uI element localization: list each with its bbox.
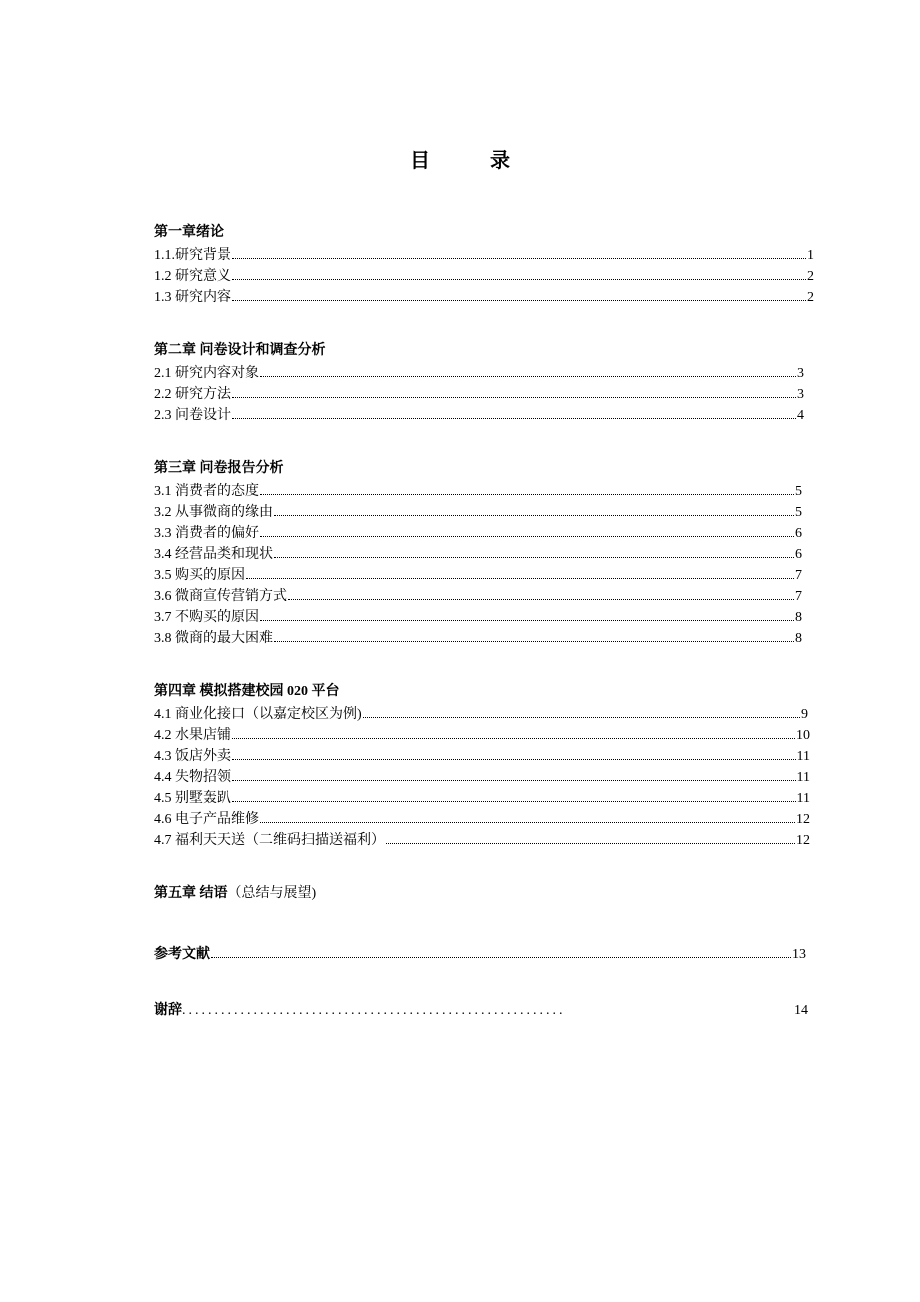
toc-entry-label: 2.2 研究方法 <box>154 387 231 402</box>
toc-entry-label: 4.4 失物招领 <box>154 770 231 785</box>
toc-entry[interactable] <box>154 723 810 744</box>
chapter-heading <box>154 458 814 479</box>
dot-leader <box>232 382 796 398</box>
toc-entry-label: 1.2 研究意义 <box>154 269 231 284</box>
toc-entry-label: 4.7 福利天天送（二维码扫描送福利） <box>154 833 385 848</box>
dot-leader <box>274 626 794 642</box>
toc-entry-page: 7 <box>795 589 802 604</box>
chapter-3 <box>154 458 814 647</box>
chapter-1 <box>154 222 814 306</box>
toc-entry-page: 10 <box>796 728 810 743</box>
toc-entry-label: 3.3 消费者的偏好 <box>154 526 259 541</box>
chapter-heading <box>154 222 814 243</box>
dot-leader <box>232 786 796 802</box>
dot-leader <box>232 403 796 419</box>
toc-entry-page: 6 <box>795 547 802 562</box>
toc-entry[interactable] <box>154 521 802 542</box>
toc-entry-page: 11 <box>796 749 810 764</box>
chapter-subtitle: （总结与展望) <box>227 886 317 901</box>
toc-entry[interactable] <box>154 479 802 500</box>
dot-leader <box>232 723 795 739</box>
toc-entry-label: 3.5 购买的原因 <box>154 568 245 583</box>
chapter-4 <box>154 681 814 849</box>
dot-leader <box>363 702 800 718</box>
dot-leader <box>288 584 794 600</box>
toc-entry[interactable] <box>154 626 802 647</box>
toc-entry-page: 5 <box>795 484 802 499</box>
chapter-heading <box>154 340 814 361</box>
toc-entry-page: 3 <box>797 387 804 402</box>
toc-entry-label: 4.6 电子产品维修 <box>154 812 259 827</box>
chapter-title: 第四章 模拟搭建校园 020 平台 <box>154 684 340 699</box>
chapter-title: 第三章 问卷报告分析 <box>154 461 284 476</box>
table-of-contents <box>154 222 814 1021</box>
toc-entry[interactable] <box>154 584 802 605</box>
toc-entry-page: 3 <box>797 366 804 381</box>
toc-entry-page: 2 <box>807 290 814 305</box>
toc-entry-page: 12 <box>796 833 810 848</box>
toc-entry-label: 2.1 研究内容对象 <box>154 366 259 381</box>
toc-entry-label: 3.1 消费者的态度 <box>154 484 259 499</box>
chapter-heading <box>154 883 814 904</box>
toc-entry-page: 14 <box>794 1003 808 1018</box>
toc-entry-page: 1 <box>807 248 814 263</box>
dot-leader <box>260 521 794 537</box>
toc-entry[interactable] <box>154 243 814 264</box>
toc-entry[interactable] <box>154 563 802 584</box>
chapter-heading <box>154 681 814 702</box>
toc-entry-references[interactable] <box>154 942 806 963</box>
toc-entry-label: 3.8 微商的最大困难 <box>154 631 273 646</box>
toc-entry[interactable] <box>154 765 810 786</box>
toc-entry-label: 4.2 水果店铺 <box>154 728 231 743</box>
toc-entry[interactable] <box>154 828 810 849</box>
toc-entry-label: 2.3 问卷设计 <box>154 408 231 423</box>
toc-entry[interactable] <box>154 403 804 424</box>
dot-leader: ........................................................... <box>182 1003 566 1018</box>
toc-entry[interactable] <box>154 786 810 807</box>
dot-leader <box>274 542 794 558</box>
toc-entry-label: 参考文献 <box>154 947 210 962</box>
dot-leader <box>232 744 796 760</box>
dot-leader <box>260 361 796 377</box>
toc-entry[interactable] <box>154 361 804 382</box>
toc-entry-page: 7 <box>795 568 802 583</box>
toc-entry-page: 4 <box>797 408 804 423</box>
toc-entry-label: 1.3 研究内容 <box>154 290 231 305</box>
toc-entry-label: 3.7 不购买的原因 <box>154 610 259 625</box>
chapter-title: 第二章 问卷设计和调查分析 <box>154 343 326 358</box>
page-title: 目 录 <box>410 150 530 172</box>
dot-leader <box>246 563 794 579</box>
chapter-title: 第五章 结语 <box>154 886 228 901</box>
dot-leader <box>232 264 806 280</box>
dot-leader <box>232 243 806 259</box>
dot-leader <box>232 765 796 781</box>
toc-entry-page: 13 <box>792 947 806 962</box>
toc-entry-label: 谢辞 <box>154 1003 182 1018</box>
toc-entry-label: 4.5 别墅轰趴 <box>154 791 231 806</box>
toc-entry[interactable] <box>154 264 814 285</box>
dot-leader <box>260 605 794 621</box>
dot-leader <box>260 479 794 495</box>
toc-entry[interactable] <box>154 702 808 723</box>
toc-entry[interactable] <box>154 744 810 765</box>
toc-entry-page: 11 <box>796 770 810 785</box>
chapter-2 <box>154 340 814 424</box>
toc-entry-page: 8 <box>795 610 802 625</box>
chapter-title: 第一章绪论 <box>154 225 224 240</box>
dot-leader <box>232 285 806 301</box>
toc-entry-label: 3.2 从事微商的缘由 <box>154 505 273 520</box>
toc-entry[interactable] <box>154 807 810 828</box>
toc-entry-page: 11 <box>796 791 810 806</box>
toc-entry-label: 3.4 经营品类和现状 <box>154 547 273 562</box>
toc-entry[interactable] <box>154 500 802 521</box>
dot-leader <box>260 807 795 823</box>
dot-leader <box>211 942 791 958</box>
toc-entry-label: 4.1 商业化接口（以嘉定校区为例) <box>154 707 362 722</box>
toc-entry-label: 4.3 饭店外卖 <box>154 749 231 764</box>
toc-entry[interactable] <box>154 605 802 626</box>
toc-entry-acknowledgements[interactable] <box>154 1000 808 1021</box>
toc-entry[interactable] <box>154 285 814 306</box>
dot-leader <box>386 828 795 844</box>
chapter-5 <box>154 883 814 904</box>
toc-entry-label: 3.6 微商宣传营销方式 <box>154 589 287 604</box>
toc-entry[interactable] <box>154 382 804 403</box>
toc-entry-page: 6 <box>795 526 802 541</box>
toc-entry-page: 5 <box>795 505 802 520</box>
toc-entry-page: 12 <box>796 812 810 827</box>
toc-entry-page: 8 <box>795 631 802 646</box>
toc-entry-label: 1.1.研究背景 <box>154 248 231 263</box>
toc-entry[interactable] <box>154 542 802 563</box>
dot-leader <box>274 500 794 516</box>
toc-entry-page: 2 <box>807 269 814 284</box>
toc-entry-page: 9 <box>801 707 808 722</box>
